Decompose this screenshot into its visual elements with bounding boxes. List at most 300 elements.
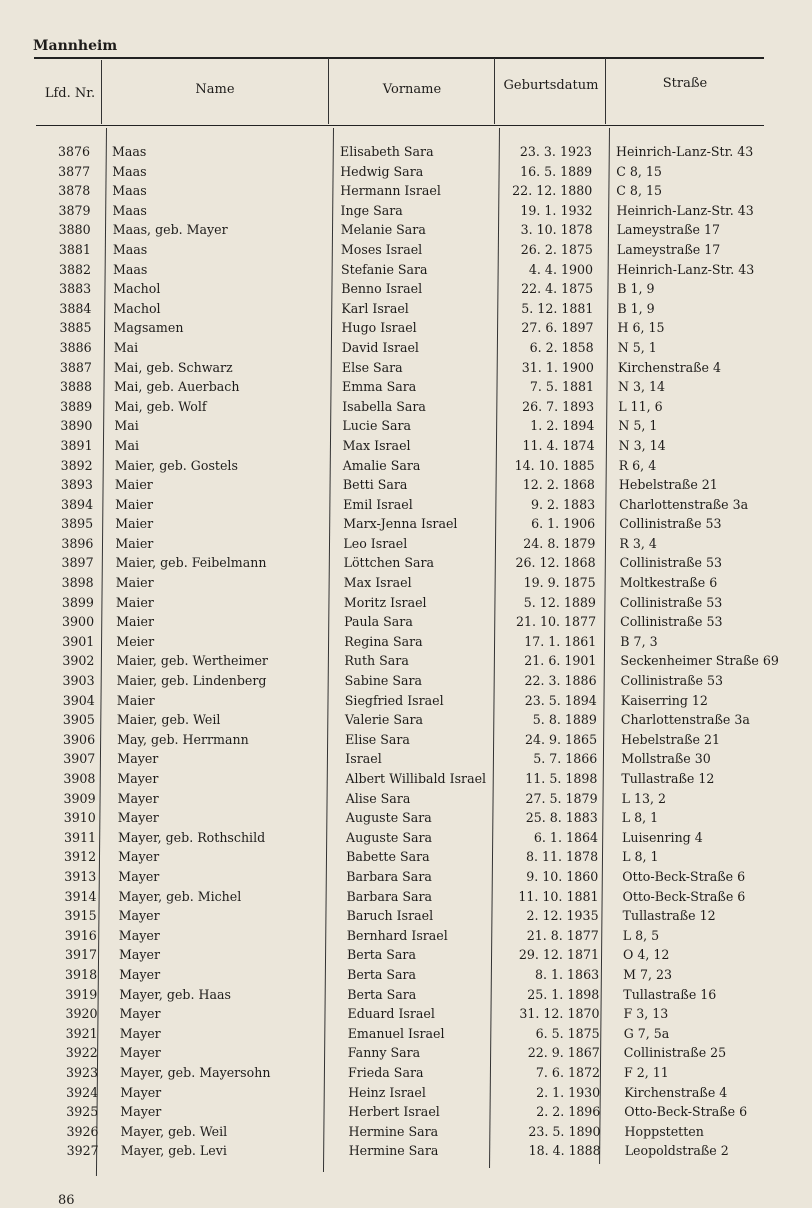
row-vorname: Baruch Israel (346, 908, 434, 924)
row-vorname: Lucie Sara (342, 418, 412, 434)
row-number: 3913 (64, 868, 97, 884)
row-number: 3912 (64, 849, 97, 865)
row-number: 3894 (61, 496, 94, 512)
table-row (0, 808, 812, 828)
row-name: Mayer, geb. Michel (118, 888, 242, 904)
row-name: Mayer (119, 1006, 161, 1022)
row-vorname: Hedwig Sara (340, 163, 424, 179)
row-name: Machol (113, 300, 161, 316)
table-row (0, 632, 812, 652)
row-vorname: Betti Sara (342, 477, 408, 493)
row-number: 3877 (58, 163, 91, 179)
row-name: Maas (112, 163, 147, 179)
row-name: Mai, geb. Schwarz (113, 359, 233, 375)
row-strasse: B 1, 9 (617, 281, 655, 297)
table-row (0, 1024, 812, 1044)
row-number: 3887 (59, 359, 92, 375)
row-number: 3899 (61, 594, 94, 610)
row-strasse: Heinrich-Lanz-Str. 43 (616, 202, 754, 218)
row-strasse: N 3, 14 (618, 437, 666, 453)
row-strasse: R 3, 4 (619, 535, 657, 551)
table-row (0, 279, 812, 299)
row-name: Mayer, geb. Levi (120, 1143, 227, 1159)
row-vorname: Eduard Israel (347, 1006, 435, 1022)
row-vorname: Moses Israel (340, 241, 423, 257)
row-name: Maas (113, 261, 148, 277)
row-strasse: G 7, 5a (623, 1025, 670, 1041)
table-row (0, 240, 812, 260)
top-rule (34, 57, 764, 59)
row-number: 3888 (59, 379, 92, 395)
row-vorname: Berta Sara (347, 947, 416, 963)
row-vorname: Karl Israel (341, 300, 409, 316)
row-number: 3881 (58, 241, 91, 257)
table-row (0, 1004, 812, 1024)
row-name: Mayer (117, 790, 159, 806)
row-vorname: Melanie Sara (340, 222, 426, 238)
row-number: 3905 (62, 712, 95, 728)
row-name: Mayer, geb. Haas (119, 986, 231, 1002)
column-divider (494, 58, 495, 124)
row-strasse: O 4, 12 (623, 947, 670, 963)
table-row (0, 201, 812, 221)
row-strasse: B 7, 3 (620, 633, 658, 649)
row-name: Maier, geb. Gostels (114, 457, 238, 473)
row-vorname: Hermine Sara (348, 1143, 439, 1159)
row-geburtsdatum: 6. 5. 1875 (535, 1025, 600, 1041)
row-strasse: L 11, 6 (618, 398, 663, 414)
row-geburtsdatum: 7. 5. 1881 (529, 379, 594, 395)
table-row (0, 906, 812, 926)
row-name: Mayer (119, 1045, 161, 1061)
header-strasse: Straße (662, 76, 708, 91)
row-name: Mayer (118, 868, 160, 884)
column-divider (328, 58, 329, 124)
row-name: Maier (116, 692, 155, 708)
row-strasse: Collinistraße 53 (620, 614, 723, 630)
row-strasse: L 13, 2 (621, 790, 667, 806)
table-row (0, 318, 812, 338)
column-divider (605, 58, 606, 124)
header-geburtsdatum: Geburtsdatum (503, 78, 599, 93)
record-list (0, 142, 812, 1161)
row-strasse: Kirchenstraße 4 (617, 359, 722, 375)
row-name: Mayer (119, 966, 161, 982)
row-strasse: B 1, 9 (617, 300, 655, 316)
row-name: Maas (112, 241, 148, 257)
row-vorname: Ruth Sara (344, 653, 409, 669)
row-name: Mai (114, 418, 139, 434)
table-row (0, 1083, 812, 1103)
row-name: Maas (112, 202, 147, 218)
row-geburtsdatum: 16. 5. 1889 (520, 163, 593, 179)
table-row (0, 553, 812, 573)
row-geburtsdatum: 6. 2. 1858 (529, 339, 594, 355)
row-name: Magsamen (113, 320, 184, 336)
row-number: 3901 (62, 633, 95, 649)
row-geburtsdatum: 9. 10. 1860 (526, 868, 599, 884)
row-strasse: Tullastraße 16 (623, 986, 717, 1002)
row-name: Maas, geb. Mayer (112, 222, 228, 238)
table-row (0, 769, 812, 789)
row-strasse: Charlottenstraße 3a (620, 712, 750, 728)
row-strasse: C 8, 15 (616, 163, 662, 179)
row-number: 3883 (59, 281, 92, 297)
row-geburtsdatum: 5. 7. 1866 (533, 751, 598, 767)
row-strasse: Heinrich-Lanz-Str. 43 (617, 261, 755, 277)
row-strasse: N 5, 1 (618, 418, 658, 434)
row-vorname: Else Sara (341, 359, 403, 375)
row-number: 3910 (63, 810, 96, 826)
row-vorname: Hugo Israel (341, 320, 417, 336)
row-geburtsdatum: 7. 6. 1872 (535, 1064, 600, 1080)
row-name: Mai, geb. Auerbach (114, 379, 240, 395)
table-row (0, 1141, 812, 1161)
row-geburtsdatum: 27. 5. 1879 (525, 790, 598, 806)
row-number: 3914 (64, 888, 97, 904)
header-name: Name (195, 82, 235, 97)
table-row (0, 377, 812, 397)
row-geburtsdatum: 18. 4. 1888 (528, 1143, 601, 1159)
row-vorname: Sabine Sara (344, 673, 423, 689)
row-number: 3902 (62, 653, 95, 669)
row-vorname: Inge Sara (340, 202, 403, 218)
row-vorname: Emma Sara (342, 379, 417, 395)
row-geburtsdatum: 19. 9. 1875 (523, 575, 596, 591)
row-strasse: Collinistraße 53 (619, 594, 723, 610)
row-vorname: Moritz Israel (343, 594, 427, 610)
table-row (0, 436, 812, 456)
row-name: Maier (115, 535, 154, 551)
row-strasse: Otto-Beck-Straße 6 (624, 1104, 748, 1120)
row-strasse: Collinistraße 53 (619, 555, 722, 571)
row-name: Meier (116, 633, 155, 649)
row-geburtsdatum: 6. 1. 1864 (533, 829, 598, 845)
row-number: 3895 (61, 516, 94, 532)
row-strasse: Heinrich-Lanz-Str. 43 (616, 144, 754, 159)
row-name: Mayer (117, 810, 159, 826)
row-name: Mayer, geb. Weil (120, 1123, 228, 1139)
row-strasse: Kaiserring 12 (620, 692, 708, 708)
row-vorname: Frieda Sara (348, 1064, 424, 1080)
table-row (0, 181, 812, 201)
row-number: 3880 (58, 222, 91, 238)
table-row (0, 593, 812, 613)
row-geburtsdatum: 23. 3. 1923 (519, 144, 592, 159)
row-name: Machol (113, 281, 161, 297)
row-number: 3922 (65, 1045, 98, 1061)
row-geburtsdatum: 24. 9. 1865 (524, 731, 598, 747)
row-strasse: Luisenring 4 (622, 829, 703, 845)
row-geburtsdatum: 21. 6. 1901 (524, 653, 597, 669)
row-strasse: Otto-Beck-Straße 6 (622, 888, 746, 904)
table-row (0, 945, 812, 965)
table-row (0, 926, 812, 946)
row-strasse: N 5, 1 (617, 339, 657, 355)
row-strasse: Hebelstraße 21 (621, 731, 721, 747)
row-geburtsdatum: 21. 10. 1877 (515, 614, 597, 630)
row-vorname: Auguste Sara (345, 810, 432, 826)
row-strasse: F 2, 11 (624, 1064, 669, 1080)
table-row (0, 1043, 812, 1063)
row-geburtsdatum: 29. 12. 1871 (518, 947, 599, 963)
table-row (0, 1102, 812, 1122)
table-row (0, 416, 812, 436)
row-name: Mayer (119, 1025, 161, 1041)
table-row (0, 847, 812, 867)
row-vorname: Albert Willibald Israel (345, 771, 487, 786)
row-geburtsdatum: 22. 9. 1867 (527, 1045, 600, 1061)
row-strasse: Mollstraße 30 (621, 751, 711, 767)
row-name: Mayer (118, 849, 160, 865)
table-row (0, 612, 812, 632)
row-geburtsdatum: 24. 8. 1879 (523, 535, 596, 551)
row-name: Maier (115, 575, 154, 591)
row-geburtsdatum: 9. 2. 1883 (531, 496, 596, 512)
row-number: 3882 (58, 261, 91, 277)
row-vorname: Emanuel Israel (347, 1025, 445, 1041)
row-number: 3886 (59, 339, 92, 355)
row-geburtsdatum: 6. 1. 1906 (531, 516, 596, 532)
row-number: 3896 (61, 535, 94, 551)
row-name: Maier (115, 496, 153, 512)
row-number: 3924 (66, 1084, 99, 1100)
row-strasse: Kirchenstraße 4 (624, 1084, 728, 1100)
row-number: 3915 (64, 908, 97, 924)
row-geburtsdatum: 3. 10. 1878 (520, 222, 593, 238)
row-geburtsdatum: 5. 12. 1881 (521, 300, 594, 316)
row-name: Mai (113, 339, 139, 355)
row-number: 3926 (66, 1123, 99, 1139)
row-number: 3876 (57, 144, 90, 159)
row-geburtsdatum: 11. 4. 1874 (522, 437, 595, 453)
row-vorname: Heinz Israel (348, 1084, 426, 1100)
row-number: 3890 (60, 418, 93, 434)
row-geburtsdatum: 23. 5. 1890 (528, 1123, 601, 1139)
row-vorname: Barbara Sara (346, 888, 433, 904)
row-number: 3917 (64, 947, 97, 963)
row-number: 3921 (65, 1025, 98, 1041)
row-strasse: R 6, 4 (618, 457, 657, 473)
row-strasse: Otto-Beck-Straße 6 (622, 868, 746, 884)
row-strasse: Hoppstetten (624, 1123, 704, 1139)
row-strasse: Collinistraße 25 (623, 1045, 727, 1061)
row-vorname: Herbert Israel (348, 1104, 440, 1120)
header-rule (36, 125, 764, 126)
row-name: Mayer (117, 751, 159, 767)
row-number: 3892 (60, 457, 93, 473)
row-name: Mayer (120, 1084, 162, 1100)
row-geburtsdatum: 26. 2. 1875 (520, 241, 593, 257)
row-number: 3919 (65, 986, 98, 1002)
row-name: Maas (112, 144, 147, 159)
row-geburtsdatum: 14. 10. 1885 (514, 457, 595, 473)
row-strasse: Leopoldstraße 2 (624, 1143, 729, 1159)
row-vorname: Marx-Jenna Israel (343, 516, 458, 532)
row-strasse: C 8, 15 (616, 183, 662, 199)
row-strasse: Charlottenstraße 3a (619, 496, 749, 512)
row-geburtsdatum: 23. 5. 1894 (524, 692, 597, 708)
table-row (0, 260, 812, 280)
row-strasse: L 8, 5 (622, 927, 660, 943)
table-row (0, 985, 812, 1005)
row-geburtsdatum: 25. 8. 1883 (525, 810, 598, 826)
row-number: 3927 (66, 1143, 99, 1159)
table-row (0, 789, 812, 809)
table-row (0, 651, 812, 671)
table-row (0, 475, 812, 495)
row-number: 3900 (62, 614, 95, 630)
header-lfd-nr: Lfd. Nr. (44, 86, 96, 101)
row-vorname: Stefanie Sara (341, 261, 428, 277)
row-geburtsdatum: 31. 12. 1870 (519, 1006, 600, 1022)
row-number: 3904 (62, 692, 95, 708)
table-row (0, 730, 812, 750)
table-row (0, 828, 812, 848)
row-strasse: Tullastraße 12 (622, 908, 716, 924)
row-geburtsdatum: 5. 8. 1889 (532, 712, 597, 728)
row-name: Maier (116, 614, 154, 630)
row-geburtsdatum: 22. 3. 1886 (524, 673, 597, 689)
row-name: Mayer (120, 1104, 162, 1120)
row-name: Maas (112, 183, 147, 199)
row-strasse: L 8, 1 (622, 849, 659, 865)
row-vorname: Max Israel (342, 437, 411, 453)
page-number: 86 (58, 1193, 75, 1208)
table-row (0, 965, 812, 985)
table-row (0, 573, 812, 593)
row-name: Maier, geb. Feibelmann (115, 555, 267, 571)
table-row (0, 1063, 812, 1083)
row-vorname: David Israel (341, 339, 419, 355)
row-name: Mayer, geb. Rothschild (118, 829, 266, 845)
row-name: Maier (115, 516, 154, 532)
row-number: 3907 (63, 751, 96, 767)
row-vorname: Berta Sara (347, 986, 417, 1002)
table-row (0, 671, 812, 691)
row-vorname: Valerie Sara (344, 712, 423, 728)
row-vorname: Israel (345, 751, 382, 767)
row-geburtsdatum: 19. 1. 1932 (520, 202, 593, 218)
row-vorname: Babette Sara (346, 849, 430, 865)
row-strasse: Seckenheimer Straße 69 (620, 653, 779, 669)
row-number: 3898 (61, 575, 94, 591)
city-heading: Mannheim (33, 38, 118, 54)
row-vorname: Paula Sara (344, 614, 413, 630)
row-vorname: Auguste Sara (346, 829, 433, 845)
row-name: Mayer, geb. Mayersohn (120, 1064, 271, 1080)
row-vorname: Alise Sara (345, 790, 411, 806)
row-number: 3916 (64, 927, 97, 943)
row-name: Maier, geb. Weil (116, 712, 221, 728)
row-geburtsdatum: 2. 12. 1935 (526, 908, 599, 924)
row-vorname: Barbara Sara (346, 868, 432, 884)
row-name: Maier, geb. Wertheimer (116, 653, 268, 669)
row-strasse: Collinistraße 53 (619, 516, 722, 532)
row-vorname: Leo Israel (343, 535, 408, 551)
row-name: Mayer (117, 771, 159, 786)
row-vorname: Amalie Sara (342, 457, 421, 473)
table-row (0, 710, 812, 730)
row-number: 3911 (63, 829, 96, 845)
table-row (0, 456, 812, 476)
row-vorname: Hermann Israel (340, 183, 441, 199)
row-name: Mai, geb. Wolf (114, 398, 207, 414)
row-number: 3918 (65, 966, 98, 982)
row-number: 3891 (60, 437, 93, 453)
row-number: 3923 (65, 1064, 98, 1080)
row-vorname: Siegfried Israel (344, 692, 444, 708)
row-number: 3878 (58, 183, 91, 199)
table-row (0, 749, 812, 769)
row-vorname: Berta Sara (347, 966, 417, 982)
row-number: 3909 (63, 790, 96, 806)
row-geburtsdatum: 8. 11. 1878 (525, 849, 599, 865)
row-geburtsdatum: 22. 12. 1880 (512, 183, 593, 199)
row-geburtsdatum: 22. 4. 1875 (521, 281, 594, 297)
row-number: 3893 (60, 477, 93, 493)
table-row (0, 162, 812, 182)
row-vorname: Fanny Sara (347, 1045, 421, 1061)
row-name: Mayer (118, 908, 160, 924)
table-row (0, 397, 812, 417)
row-number: 3897 (61, 555, 94, 571)
row-geburtsdatum: 25. 1. 1898 (527, 986, 600, 1002)
table-row (0, 358, 812, 378)
row-geburtsdatum: 1. 2. 1894 (530, 418, 595, 434)
row-geburtsdatum: 31. 1. 1900 (521, 359, 594, 375)
row-number: 3884 (59, 300, 92, 316)
row-name: Mayer (119, 947, 160, 963)
row-vorname: Max Israel (343, 575, 412, 591)
row-vorname: Benno Israel (341, 281, 423, 297)
row-geburtsdatum: 11. 10. 1881 (518, 888, 599, 904)
row-geburtsdatum: 12. 2. 1868 (522, 477, 595, 493)
row-geburtsdatum: 2. 2. 1896 (536, 1104, 601, 1120)
table-row (0, 220, 812, 240)
row-vorname: Isabella Sara (342, 398, 426, 414)
row-geburtsdatum: 11. 5. 1898 (525, 771, 598, 786)
row-name: May, geb. Herrmann (117, 731, 249, 747)
row-strasse: Hebelstraße 21 (618, 477, 718, 493)
column-divider (101, 60, 102, 124)
row-geburtsdatum: 2. 1. 1930 (536, 1084, 601, 1100)
row-vorname: Elise Sara (345, 731, 410, 747)
table-row (0, 534, 812, 554)
row-vorname: Regina Sara (344, 633, 423, 649)
row-strasse: M 7, 23 (623, 966, 673, 982)
row-vorname: Bernhard Israel (346, 927, 448, 943)
table-row (0, 142, 812, 162)
row-vorname: Emil Israel (343, 496, 413, 512)
row-vorname: Löttchen Sara (343, 555, 435, 571)
row-vorname: Elisabeth Sara (340, 144, 434, 159)
row-number: 3889 (60, 398, 93, 414)
row-strasse: Lameystraße 17 (616, 241, 721, 257)
row-geburtsdatum: 17. 1. 1861 (524, 633, 597, 649)
table-row (0, 867, 812, 887)
row-geburtsdatum: 4. 4. 1900 (528, 261, 593, 277)
table-row (0, 691, 812, 711)
table-row (0, 495, 812, 515)
row-strasse: Moltkestraße 6 (619, 575, 718, 591)
row-vorname: Hermine Sara (348, 1123, 439, 1139)
row-strasse: H 6, 15 (617, 320, 665, 336)
row-geburtsdatum: 5. 12. 1889 (523, 594, 596, 610)
row-strasse: L 8, 1 (621, 810, 659, 826)
row-number: 3906 (63, 731, 96, 747)
row-number: 3925 (66, 1104, 99, 1120)
